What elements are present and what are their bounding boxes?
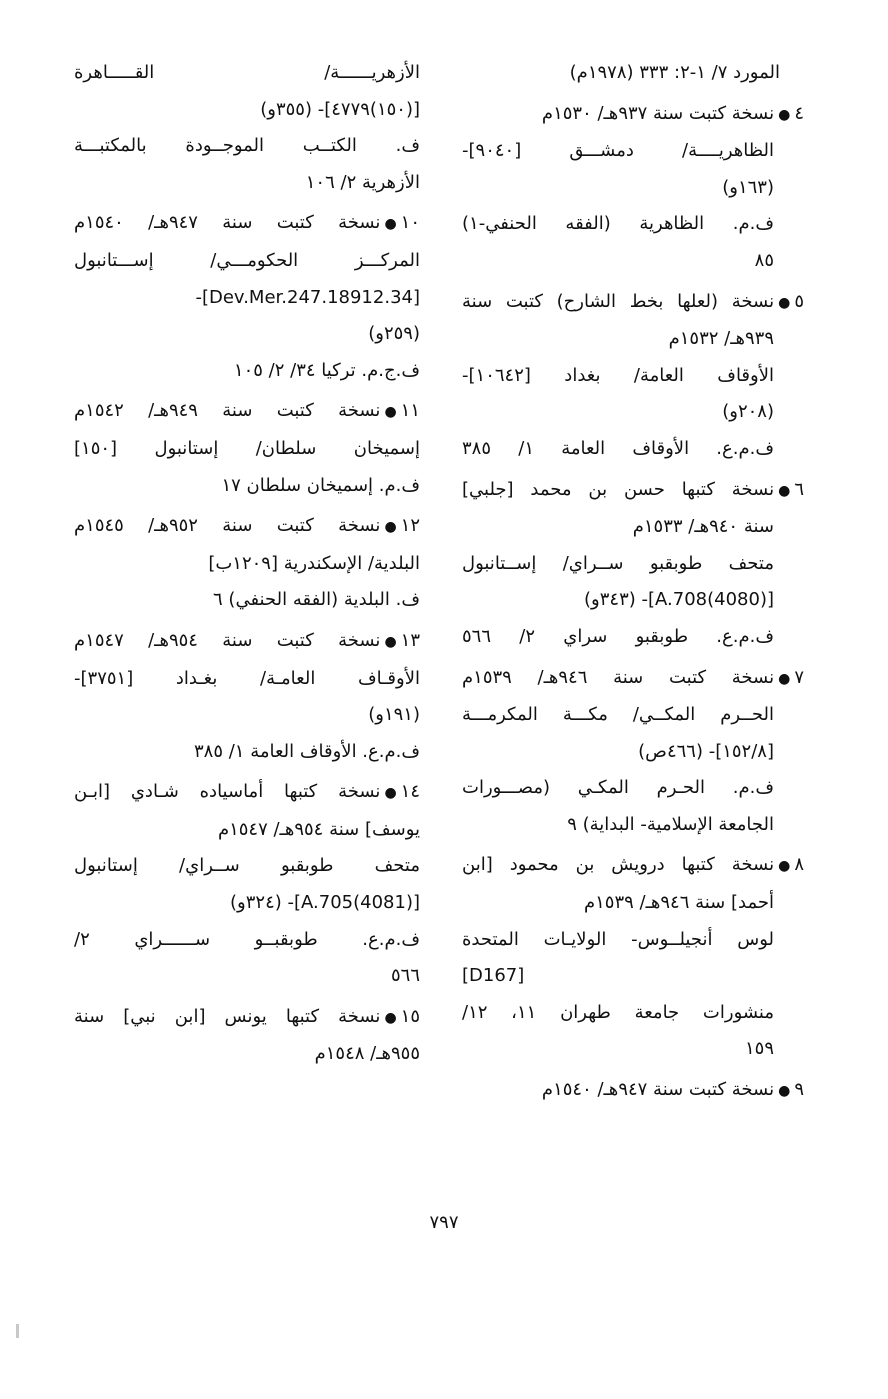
bullet-icon: ● [778,858,791,875]
entry-heading [462,660,804,698]
entry-heading-text: نسخة كتبت سنة ٩٤٧هـ/ ١٥٤٠م [541,1079,775,1101]
entry-heading [462,1072,804,1110]
entry-number: ١٢ [400,515,420,537]
bullet-icon: ● [778,294,791,311]
entry-line: الأزهرية ٢/ ١٠٦ [305,171,420,193]
entry-line: الظاهريــــة/ دمشـــق [٩٠٤٠]- [462,140,774,162]
entry-line: ٥٦٦ [390,965,420,987]
entry-9 [462,1072,804,1110]
bullet-icon: ● [384,633,397,650]
entry-line: (٢٠٨و) [722,401,774,423]
entry-number: ١٥ [400,1005,420,1027]
entry-line: ف.م.ع. الأوقاف العامة ١/ ٣٨٥ [462,437,774,459]
bullet-icon: ● [778,1083,791,1100]
entry-line: ف.م. إسميخان سلطان ١٧ [221,474,420,496]
entry-number: ١٠ [400,212,420,234]
entry-6 [462,472,804,656]
entry-heading-text: نسخة كتبها يونس [ابن نبي] سنة [74,1005,381,1027]
bullet-icon: ● [384,216,397,233]
entry-4 [462,96,804,280]
entry-continuation [74,55,420,201]
entry-7 [462,660,804,844]
entry-heading [74,623,420,661]
entry-line: ف.ج.م. تركيا ٣٤/ ٢/ ١٠٥ [233,359,420,381]
entry-number: ١٤ [400,781,420,803]
entry-line: الأوقاف العامة/ بغداد [١٠٦٤٢]- [462,364,774,386]
entry-number: ٧ [794,666,804,688]
entry-line: سنة ٩٤٠هـ/ ١٥٣٣م [632,516,774,538]
entry-line: ف. الكتــب الموجــودة بالمكتبـــة [74,135,420,157]
entry-10 [74,205,420,389]
bullet-icon: ● [384,404,397,421]
entry-heading-text: نسخة كتبت سنة ٩٥٢هـ/ ١٥٤٥م [74,515,381,537]
entry-number: ٤ [794,102,804,124]
entry-line: ف.م.ع. الأوقاف العامة ١/ ٣٨٥ [193,740,420,762]
bullet-icon: ● [778,106,791,123]
entry-line: ف.م.ع. طوبقبو سراي ٢/ ٥٦٦ [462,625,774,647]
entry-number: ١٣ [400,629,420,651]
entry-heading-text: نسخة كتبها درويش بن محمود [ابن [462,854,775,876]
entry-heading-text: نسخة كتبت سنة ٩٣٧هـ/ ١٥٣٠م [541,102,775,124]
entry-15 [74,999,420,1073]
entry-8 [462,847,804,1068]
entry-line: المورد ٧/ ١-٢: ٣٣٣ (١٩٧٨م) [569,62,780,83]
entry-heading [462,472,804,510]
entry-14 [74,774,420,995]
entry-line: المركـــز الحكومـــي/ إســـتانبول [74,249,420,271]
entry-number: ٥ [794,290,804,312]
entry-line: ٩٥٥هـ/ ١٥٤٨م [314,1043,420,1065]
entry-line: [A.708(4080)]- (٣٤٣و) [584,589,774,611]
entry-line: [(١٥٠)٤٧٧٩]- (٣٥٥و) [260,98,420,120]
entry-heading [462,96,804,134]
entry-heading-text: نسخة كتبت سنة ٩٤٧هـ/ ١٥٤٠م [74,212,381,234]
bullet-icon: ● [778,670,791,687]
entry-heading [74,393,420,431]
entry-number: ٦ [794,478,804,500]
entry-line: ١٥٩ [744,1038,774,1060]
entry-line: الجامعة الإسلامية- البداية) ٩ [567,813,774,835]
bullet-icon: ● [384,785,397,802]
bullet-icon: ● [778,482,791,499]
entry-heading [462,847,804,885]
entry-heading-text: نسخة كتبت سنة ٩٤٦هـ/ ١٥٣٩م [462,666,775,688]
entry-line: (٢٥٩و) [368,323,420,345]
entry-line: (١٦٣و) [722,176,774,198]
right-column [462,55,804,1114]
entry-line: منشورات جامعة طهران ١١، ١٢/ [462,1001,774,1023]
entry-heading-text: نسخة كتبها حسن بن محمد [جلبي] [462,478,775,500]
left-column [74,55,420,1077]
entry-line: ف. البلدية (الفقه الحنفي) ٦ [213,589,420,611]
entry-line: البلدية/ الإسكندرية [١٢٠٩ب] [208,552,420,574]
entry-continuation [462,55,804,92]
entry-line: يوسف] سنة ٩٥٤هـ/ ١٥٤٧م [217,818,420,840]
entry-number: ٨ [794,854,804,876]
entry-heading [74,774,420,812]
entry-heading-text: نسخة كتبت سنة ٩٥٤هـ/ ١٥٤٧م [74,629,381,651]
page-number: ٧٩٧ [429,1212,459,1233]
entry-line: [١٥٢/٨]- (٤٦٦ص) [638,740,774,762]
bullet-icon: ● [384,1009,397,1026]
entry-line: [34.Dev.Mer.247.18912]- [195,286,420,308]
entry-line: (١٩١و) [368,704,420,726]
entry-number: ١١ [400,400,420,422]
entry-heading-text: نسخة (لعلها بخط الشارح) كتبت سنة [462,290,775,312]
entry-line: متحف طوبقبو ســراي/ إستانبول [74,855,420,877]
entry-line: إسميخان سلطان/ إستانبول [١٥٠] [74,437,420,459]
entry-line: الأزهريــــــة/ القـــــاهرة [74,62,420,83]
entry-line: ٩٣٩هـ/ ١٥٣٢م [668,328,774,350]
entry-line: ف.م.ع. طوبقبــو ســــــراي ٢/ [74,928,420,950]
entry-11 [74,393,420,504]
entry-12 [74,508,420,619]
entry-heading-text: نسخة كتبها أماسياده شـادي [ابـن [74,781,381,803]
entry-line: الأوقـاف العامـة/ بغـداد [٣٧٥١]- [74,667,420,689]
entry-line: [A.705(4081)]- (٣٢٤و) [230,892,420,914]
entry-line: ف.م. الحـرم المكـي (مصـــورات [462,777,774,799]
entry-line: متحف طوبقبو ســراي/ إســتانبول [462,552,774,574]
entry-line: [D167] [462,965,525,987]
entry-13 [74,623,420,770]
entry-heading-text: نسخة كتبت سنة ٩٤٩هـ/ ١٥٤٢م [74,400,381,422]
entry-line: ٨٥ [754,249,774,271]
entry-5 [462,284,804,468]
entry-line: ف.م. الظاهرية (الفقه الحنفي-١) [462,213,774,235]
entry-heading [74,999,420,1037]
entry-line: أحمد] سنة ٩٤٦هـ/ ١٥٣٩م [583,892,774,914]
entry-heading [462,284,804,322]
scan-artifact [16,1324,19,1338]
bullet-icon: ● [384,519,397,536]
entry-heading [74,205,420,243]
entry-number: ٩ [794,1079,804,1101]
entry-heading [74,508,420,546]
entry-line: لوس أنجيلــوس- الولايـات المتحدة [462,928,774,950]
entry-line: الحــرم المكــي/ مكـــة المكرمـــة [462,704,774,726]
